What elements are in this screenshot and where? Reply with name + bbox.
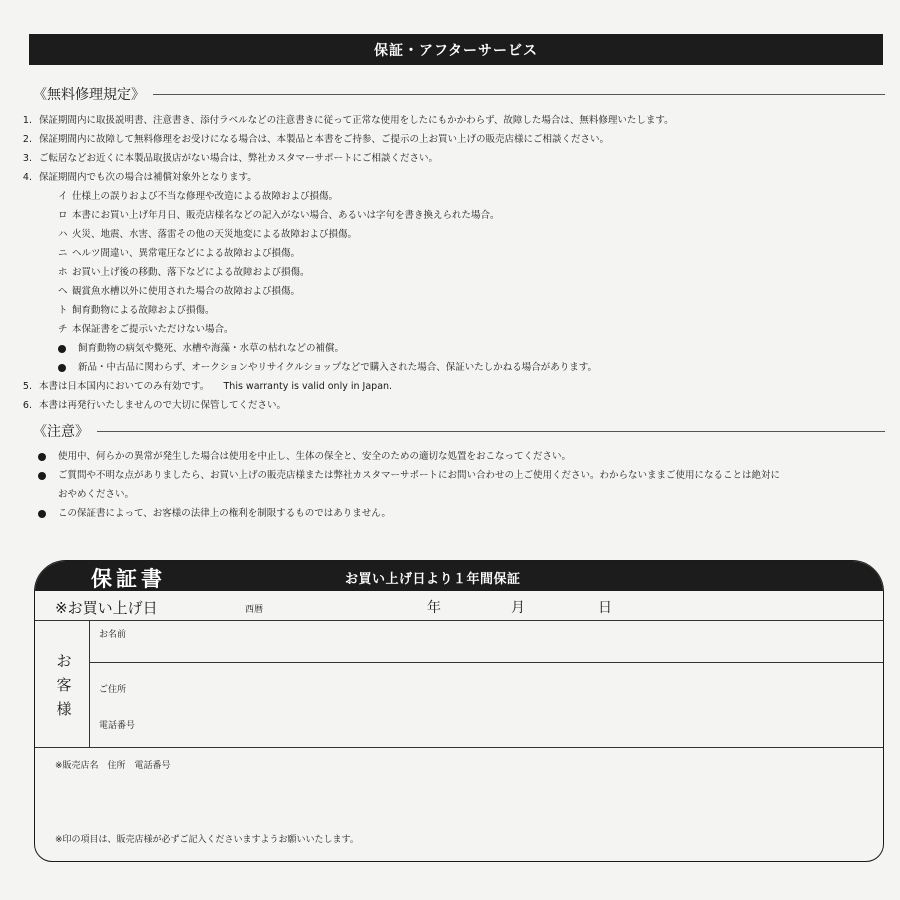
warranty-card-title: 保証書 [91,567,166,591]
list-item: 4. 保証期間内でも次の場合は補償対象外となります。 [22,172,257,183]
warranty-period: お買い上げ日より１年間保証 [345,572,521,587]
caution-item: 使用中、何らかの異常が発生した場合は使用を中止し、生体の保全と、安全のための適切な処置をおこなってください。 [38,450,571,464]
heading-rule [97,431,885,432]
sub-list-item: ホ お買い上げ後の移動、落下などによる故障および損傷。 [58,267,310,278]
bullet-icon [38,472,46,480]
heading-rule [153,94,885,95]
caution-item: ご質問や不明な点がありましたら、お買い上げの販売店様または弊社カスタマーサポートにお問い合わせの上ご使用ください。わからないままご使用になることは絶対に [38,469,780,483]
caution-heading-text: 《注意》 [33,424,89,440]
sub-list-item: ニ ヘルツ間違い、異常電圧などによる故障および損傷。 [58,248,301,259]
bullet-icon [58,364,66,372]
list-item: 1. 保証期間内に取扱説明書、注意書き、添付ラベルなどの注意書きに従って正常な使用をしたにもかかわらず、故障した場合は、無料修理いたします。 [22,115,674,126]
divider [35,747,883,748]
bullet-icon [38,453,46,461]
address-label: ご住所 [99,685,127,695]
phone-label: 電話番号 [99,721,136,731]
warranty-card [34,560,884,862]
month-label: 月 [511,600,525,616]
warranty-card-header [35,561,883,591]
free-repair-heading [33,84,885,104]
divider [89,662,883,663]
name-label: お名前 [99,630,127,640]
free-repair-heading-text: 《無料修理規定》 [33,87,145,103]
sub-list-item: チ 本保証書をご提示いただけない場合。 [58,324,234,335]
sub-list-item: イ 仕様上の誤りおよび不当な修理や改造による故障および損傷。 [58,191,339,202]
list-item: 6. 本書は再発行いたしませんので大切に保管してください。 [22,400,287,411]
sub-list-item: ハ 火災、地震、水害、落雷その他の天災地変による故障および損傷。 [58,229,358,240]
bullet-icon [58,345,66,353]
era-label: 西暦 [245,605,264,615]
store-info-label: ※販売店名 住所 電話番号 [55,761,171,771]
divider [89,620,90,747]
bullet-item: 新品・中古品に関わらず、オークションやリサイクルショップなどで購入された場合、保証いたしかねる場合があります。 [58,361,597,375]
list-item: 5. 本書は日本国内においてのみ有効です。 This warranty is valid only in Japan. [22,381,393,392]
sub-list-item: ヘ 観賞魚水槽以外に使用された場合の故障および損傷。 [58,286,301,297]
bullet-icon [38,510,46,518]
bullet-item: 飼育動物の病気や斃死、水槽や海藻・水草の枯れなどの補償。 [58,342,344,356]
header-bar [29,34,883,65]
day-label: 日 [598,600,612,616]
list-item: 2. 保証期間内に故障して無料修理をお受けになる場合は、本製品と本書をご持参、ご提示の上お買い上げの販売店様にご相談ください。 [22,134,610,145]
sub-list-item: ロ 本書にお買い上げ年月日、販売店様名などの記入がない場合、あるいは字句を書き換えられた場合。 [58,210,500,221]
purchase-date-label: ※お買い上げ日 [55,599,158,617]
caution-item-continuation: おやめください。 [58,489,135,500]
year-label: 年 [427,600,441,616]
caution-heading [33,421,885,441]
card-footnote: ※印の項目は、販売店様が必ずご記入くださいますようお願いいたします。 [55,835,359,845]
customer-label: お客様 [56,652,72,718]
divider [35,620,883,621]
list-item: 3. ご転居などお近くに本製品取扱店がない場合は、弊社カスタマーサポートにご相談ください。 [22,153,439,164]
sub-list-item: ト 飼育動物による故障および損傷。 [58,305,215,316]
caution-item: この保証書によって、お客様の法律上の権利を制限するものではありません。 [38,507,391,521]
page-title: 保証・アフターサービス [373,42,539,59]
